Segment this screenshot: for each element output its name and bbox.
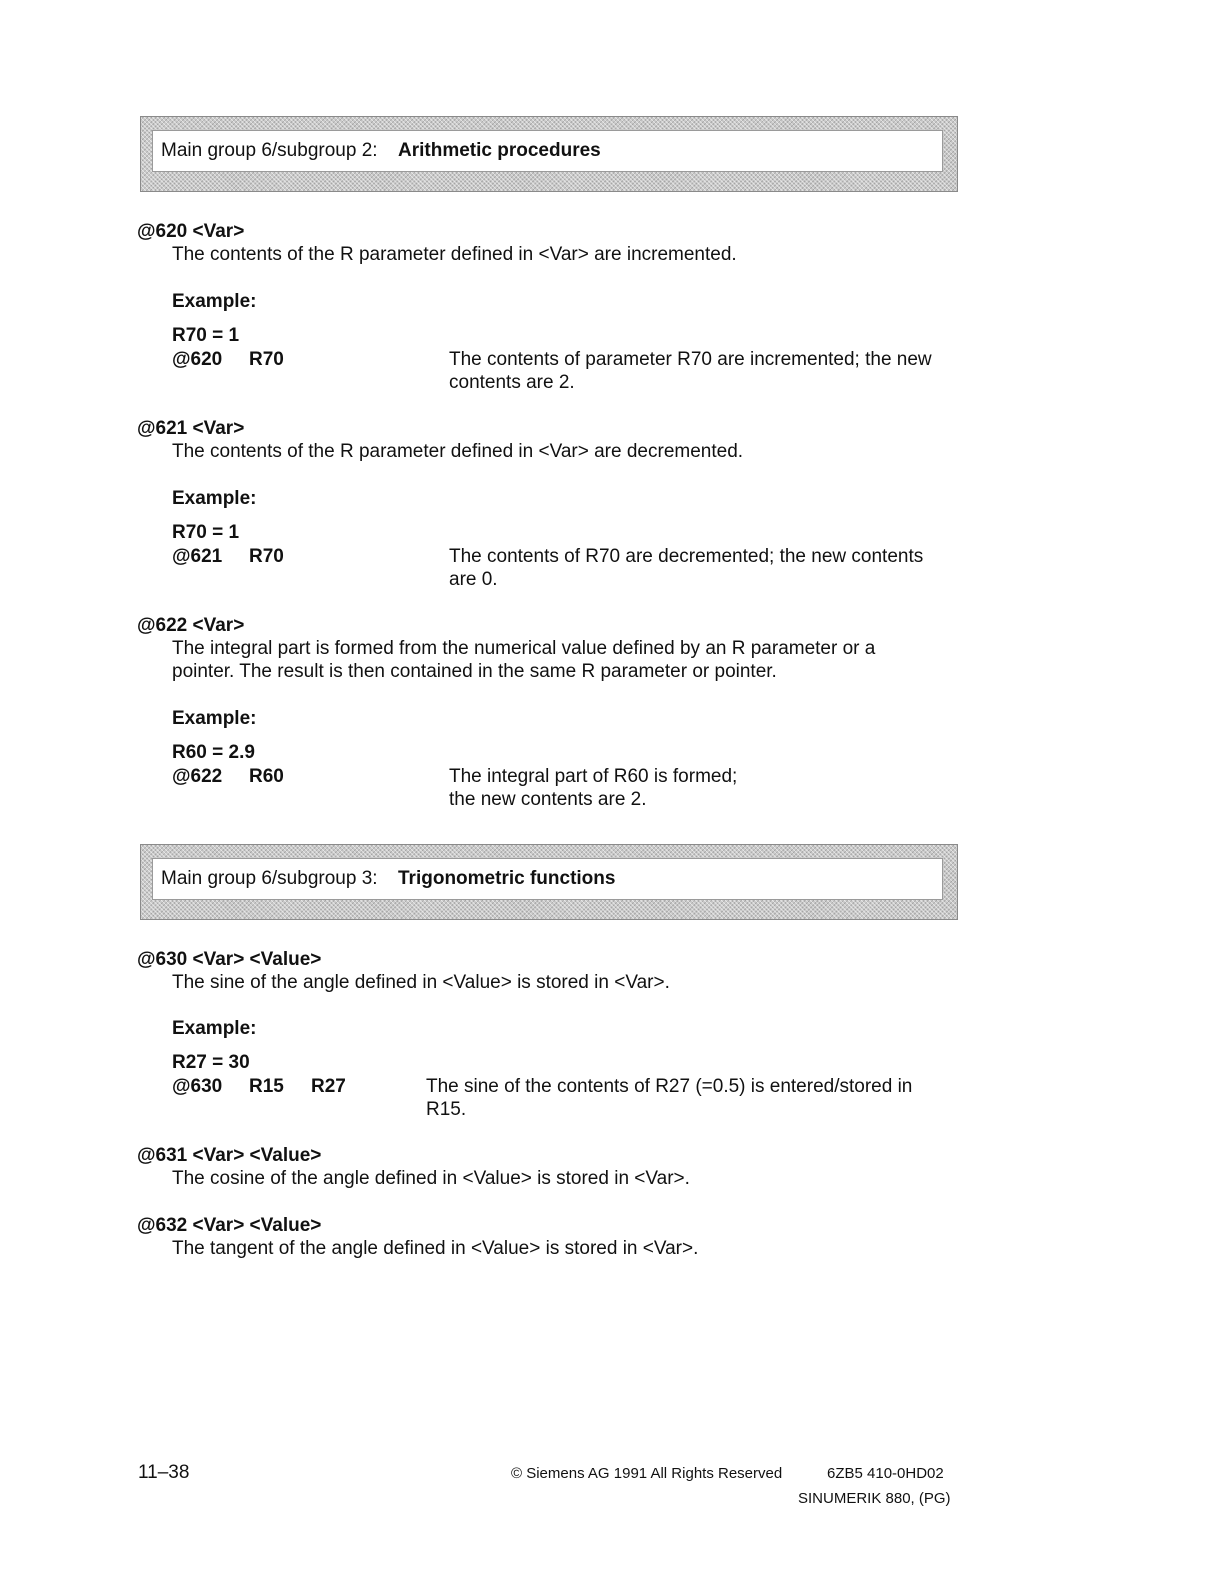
example-command: @620 (172, 349, 223, 370)
command-heading: @621 <Var> (137, 418, 245, 439)
command-description: The tangent of the angle defined in <Value> is stored in <Var>. (172, 1238, 699, 1259)
group-header-arithmetic (140, 116, 958, 192)
command-heading: @622 <Var> (137, 615, 245, 636)
command-description-line2: pointer. The result is then contained in the same R parameter or pointer. (172, 661, 777, 682)
group-prefix: Main group 6/subgroup 3: (161, 868, 378, 889)
example-label: Example: (172, 708, 257, 729)
command-heading: @631 <Var> <Value> (137, 1145, 322, 1166)
group-prefix: Main group 6/subgroup 2: (161, 140, 378, 161)
command-heading: @630 <Var> <Value> (137, 949, 322, 970)
example-parameter: R70 (249, 349, 284, 370)
example-parameter: R70 (249, 546, 284, 567)
example-comment-line2: the new contents are 2. (449, 789, 647, 810)
example-command: @630 (172, 1076, 223, 1097)
example-command: @621 (172, 546, 223, 567)
example-parameter: R60 (249, 766, 284, 787)
example-label: Example: (172, 1018, 257, 1039)
group-header-trigonometric (140, 844, 958, 920)
command-heading: @620 <Var> (137, 221, 245, 242)
group-header-inner (152, 858, 943, 900)
example-parameter: R15 (249, 1076, 284, 1097)
example-comment-line2: are 0. (449, 569, 498, 590)
group-title: Arithmetic procedures (398, 140, 601, 161)
group-title: Trigonometric functions (398, 868, 616, 889)
command-description: The cosine of the angle defined in <Value> is stored in <Var>. (172, 1168, 690, 1189)
example-comment-line1: The contents of R70 are decremented; the new contents (449, 546, 924, 567)
order-number: 6ZB5 410-0HD02 (827, 1465, 944, 1482)
example-comment-line1: The contents of parameter R70 are incremented; the new (449, 349, 932, 370)
page-number: 11–38 (138, 1462, 190, 1483)
example-parameter: R27 (311, 1076, 346, 1097)
group-header-inner (152, 130, 943, 172)
example-assignment: R27 = 30 (172, 1052, 250, 1073)
example-label: Example: (172, 488, 257, 509)
command-heading: @632 <Var> <Value> (137, 1215, 322, 1236)
example-label: Example: (172, 291, 257, 312)
example-assignment: R70 = 1 (172, 325, 240, 346)
command-description: The contents of the R parameter defined in <Var> are incremented. (172, 244, 737, 265)
example-command: @622 (172, 766, 223, 787)
product-name: SINUMERIK 880, (PG) (798, 1490, 951, 1507)
command-description-line1: The integral part is formed from the numerical value defined by an R parameter or a (172, 638, 876, 659)
example-comment-line2: contents are 2. (449, 372, 575, 393)
copyright: © Siemens AG 1991 All Rights Reserved (511, 1465, 783, 1482)
example-comment-line1: The integral part of R60 is formed; (449, 766, 738, 787)
example-comment-line1: The sine of the contents of R27 (=0.5) is entered/stored in (426, 1076, 913, 1097)
command-description: The sine of the angle defined in <Value> is stored in <Var>. (172, 972, 670, 993)
example-assignment: R60 = 2.9 (172, 742, 255, 763)
example-comment-line2: R15. (426, 1099, 467, 1120)
command-description: The contents of the R parameter defined in <Var> are decremented. (172, 441, 744, 462)
example-assignment: R70 = 1 (172, 522, 240, 543)
